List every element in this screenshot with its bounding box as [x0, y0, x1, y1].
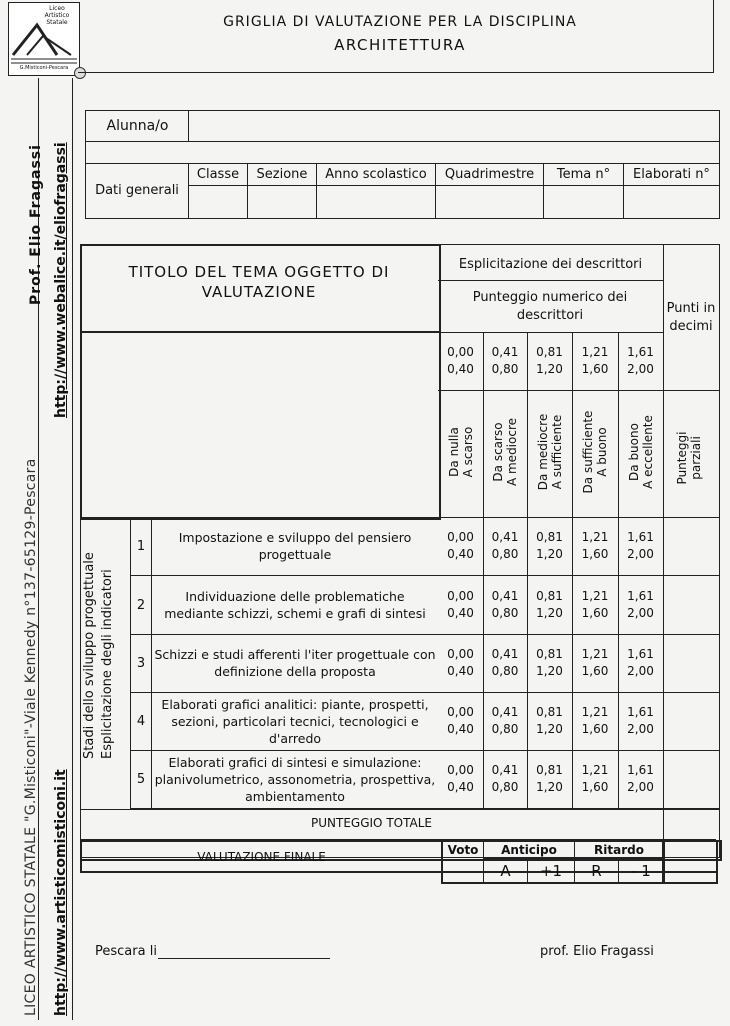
student-name-field[interactable] — [189, 111, 717, 140]
header-rule — [78, 72, 714, 73]
ritardo-r: R — [591, 862, 602, 880]
punteggio-totale-label: PUNTEGGIO TOTALE — [311, 816, 432, 830]
margin-school-address: LICEO ARTISTICO STATALE "G.Misticoni"-Viale Kennedy n°137-65129-Pescara — [23, 458, 39, 1016]
margin-prof-name: Prof. Elio Fragassi — [28, 144, 44, 305]
score-range-cell[interactable]: 1,61 2,00 — [627, 763, 654, 794]
margin-site-link-2[interactable]: http://www.artisticomisticoni.it — [53, 769, 69, 1016]
student-label: Alunna/o — [106, 118, 169, 134]
indicator-number: 3 — [136, 655, 146, 671]
row-divider — [130, 750, 719, 751]
col-elaborati: Elaborati n° — [633, 167, 710, 182]
row-divider — [130, 692, 719, 693]
indicator-number: 5 — [136, 771, 146, 787]
score-range-cell[interactable]: 1,61 2,00 — [627, 589, 654, 620]
score-range-cell[interactable]: 0,81 1,20 — [536, 589, 563, 620]
score-range-cell[interactable]: 0,00 0,40 — [447, 647, 474, 678]
indicator-number: 4 — [136, 713, 146, 729]
range-header-1: 0,00 0,40 — [447, 345, 474, 376]
score-range-cell[interactable]: 0,41 0,80 — [491, 530, 519, 561]
ritardo-label: Ritardo — [594, 843, 644, 857]
score-range-cell[interactable]: 0,00 0,40 — [447, 589, 474, 620]
tema-field[interactable] — [544, 186, 622, 217]
margin-site-link-1[interactable]: http://www.webalice.it/eliofragassi — [53, 142, 69, 418]
punti-decimi-header: Punti in decimi — [666, 301, 716, 334]
indicator-text: Individuazione delle problematiche mediante schizzi, schemi e grafi di sintesi — [164, 589, 426, 621]
row-divider — [130, 634, 719, 635]
indicator-text: Elaborati grafici di sintesi e simulazione: planivolumetrico, assonometria, prospettiva, ambientamento — [154, 754, 436, 804]
score-range-cell[interactable]: 0,81 1,20 — [536, 647, 563, 678]
side-labels: Stadi dello sviluppo progettuale Esplicitazione degli indicatori — [82, 552, 115, 759]
range-header-5: 1,61 2,00 — [627, 345, 654, 376]
score-range-cell[interactable]: 0,41 0,80 — [491, 589, 519, 620]
score-range-cell[interactable]: 0,41 0,80 — [491, 705, 519, 736]
punteggi-parziali-label: Punteggi parziali — [675, 431, 703, 485]
partial-score-field[interactable] — [664, 751, 717, 807]
score-range-cell[interactable]: 0,81 1,20 — [536, 530, 563, 561]
indicator-number: 2 — [136, 597, 146, 613]
col-anno: Anno scolastico — [325, 167, 427, 182]
score-range-cell[interactable]: 1,21 1,60 — [581, 705, 609, 736]
elaborati-field[interactable] — [624, 186, 718, 217]
logo-dot — [74, 67, 86, 79]
score-range-cell[interactable]: 0,00 0,40 — [447, 705, 474, 736]
col-sezione: Sezione — [256, 167, 308, 182]
place-date-label: Pescara li — [95, 944, 157, 959]
level-label-5: Da buono A eccellente — [626, 415, 655, 489]
descrittori-header: Esplicitazione dei descrittori — [458, 256, 643, 272]
score-range-cell[interactable]: 1,61 2,00 — [627, 647, 654, 678]
discipline-title: ARCHITETTURA — [334, 36, 466, 54]
anno-field[interactable] — [317, 186, 434, 217]
level-label-1: Da nulla A scarso — [446, 426, 475, 478]
page-title: GRIGLIA DI VALUTAZIONE PER LA DISCIPLINA — [223, 14, 577, 30]
classe-field[interactable] — [189, 186, 246, 217]
col-tema: Tema n° — [556, 167, 611, 182]
partial-score-field[interactable] — [664, 635, 717, 691]
signature: prof. Elio Fragassi — [540, 944, 654, 959]
quadrimestre-field[interactable] — [436, 186, 542, 217]
score-range-cell[interactable]: 0,00 0,40 — [447, 763, 474, 794]
score-range-cell[interactable]: 1,61 2,00 — [627, 530, 654, 561]
col-quadrimestre: Quadrimestre — [444, 167, 535, 182]
score-range-cell[interactable]: 0,41 0,80 — [491, 647, 519, 678]
level-label-3: Da mediocre A sufficiente — [535, 413, 564, 491]
score-range-cell[interactable]: 0,00 0,40 — [447, 530, 474, 561]
anticipo-label: Anticipo — [501, 843, 557, 857]
level-label-4: Da sufficiente A buono — [581, 410, 609, 494]
range-header-4: 1,21 1,60 — [581, 345, 609, 376]
ritardo-minus1: - 1 — [631, 862, 651, 880]
score-range-cell[interactable]: 1,21 1,60 — [581, 530, 609, 561]
partial-score-field[interactable] — [664, 518, 717, 574]
date-line[interactable] — [158, 958, 330, 959]
punteggio-totale-field[interactable] — [664, 811, 717, 839]
sezione-field[interactable] — [248, 186, 315, 217]
row-divider — [130, 575, 719, 576]
partial-score-field[interactable] — [664, 577, 717, 633]
score-range-cell[interactable]: 0,81 1,20 — [536, 705, 563, 736]
partial-score-field[interactable] — [664, 693, 717, 749]
grid-title: TITOLO DEL TEMA OGGETTO DI VALUTAZIONE — [128, 263, 390, 301]
score-range-cell[interactable]: 1,21 1,60 — [581, 647, 609, 678]
indicator-number: 1 — [136, 538, 146, 554]
valutazione-finale-label: VALUTAZIONE FINALE — [197, 850, 326, 864]
score-range-cell[interactable]: 1,21 1,60 — [581, 763, 609, 794]
indicator-text: Schizzi e studi afferenti l'iter progettuale con definizione della proposta — [154, 647, 436, 679]
anticipo-a: A — [500, 862, 511, 880]
voto-label: Voto — [447, 843, 479, 857]
score-range-cell[interactable]: 1,61 2,00 — [627, 705, 654, 736]
voto-field[interactable] — [443, 859, 482, 882]
logo-school-text: Liceo Artistico Statale — [44, 5, 70, 26]
school-logo — [8, 2, 80, 76]
anticipo-plus1: +1 — [539, 862, 563, 880]
col-classe: Classe — [196, 167, 240, 182]
range-header-2: 0,41 0,80 — [491, 345, 519, 376]
score-range-cell[interactable]: 1,21 1,60 — [581, 589, 609, 620]
punteggio-header: Punteggio numerico dei descrittori — [472, 290, 628, 323]
indicator-text: Elaborati grafici analitici: piante, prospetti, sezioni, particolari tecnici, tecnologici e d'arredo — [161, 696, 429, 746]
valutazione-finale-field[interactable] — [664, 841, 717, 882]
range-header-3: 0,81 1,20 — [536, 345, 563, 376]
logo-name-text: G.Misticoni-Pescara — [19, 65, 69, 71]
level-label-2: Da scarso A mediocre — [491, 417, 519, 487]
score-range-cell[interactable]: 0,41 0,80 — [491, 763, 519, 794]
dati-generali-label: Dati generali — [95, 183, 179, 198]
indicator-text: Impostazione e sviluppo del pensiero progettuale — [178, 530, 412, 562]
score-range-cell[interactable]: 0,81 1,20 — [536, 763, 563, 794]
margin-line-right — [72, 78, 73, 1020]
